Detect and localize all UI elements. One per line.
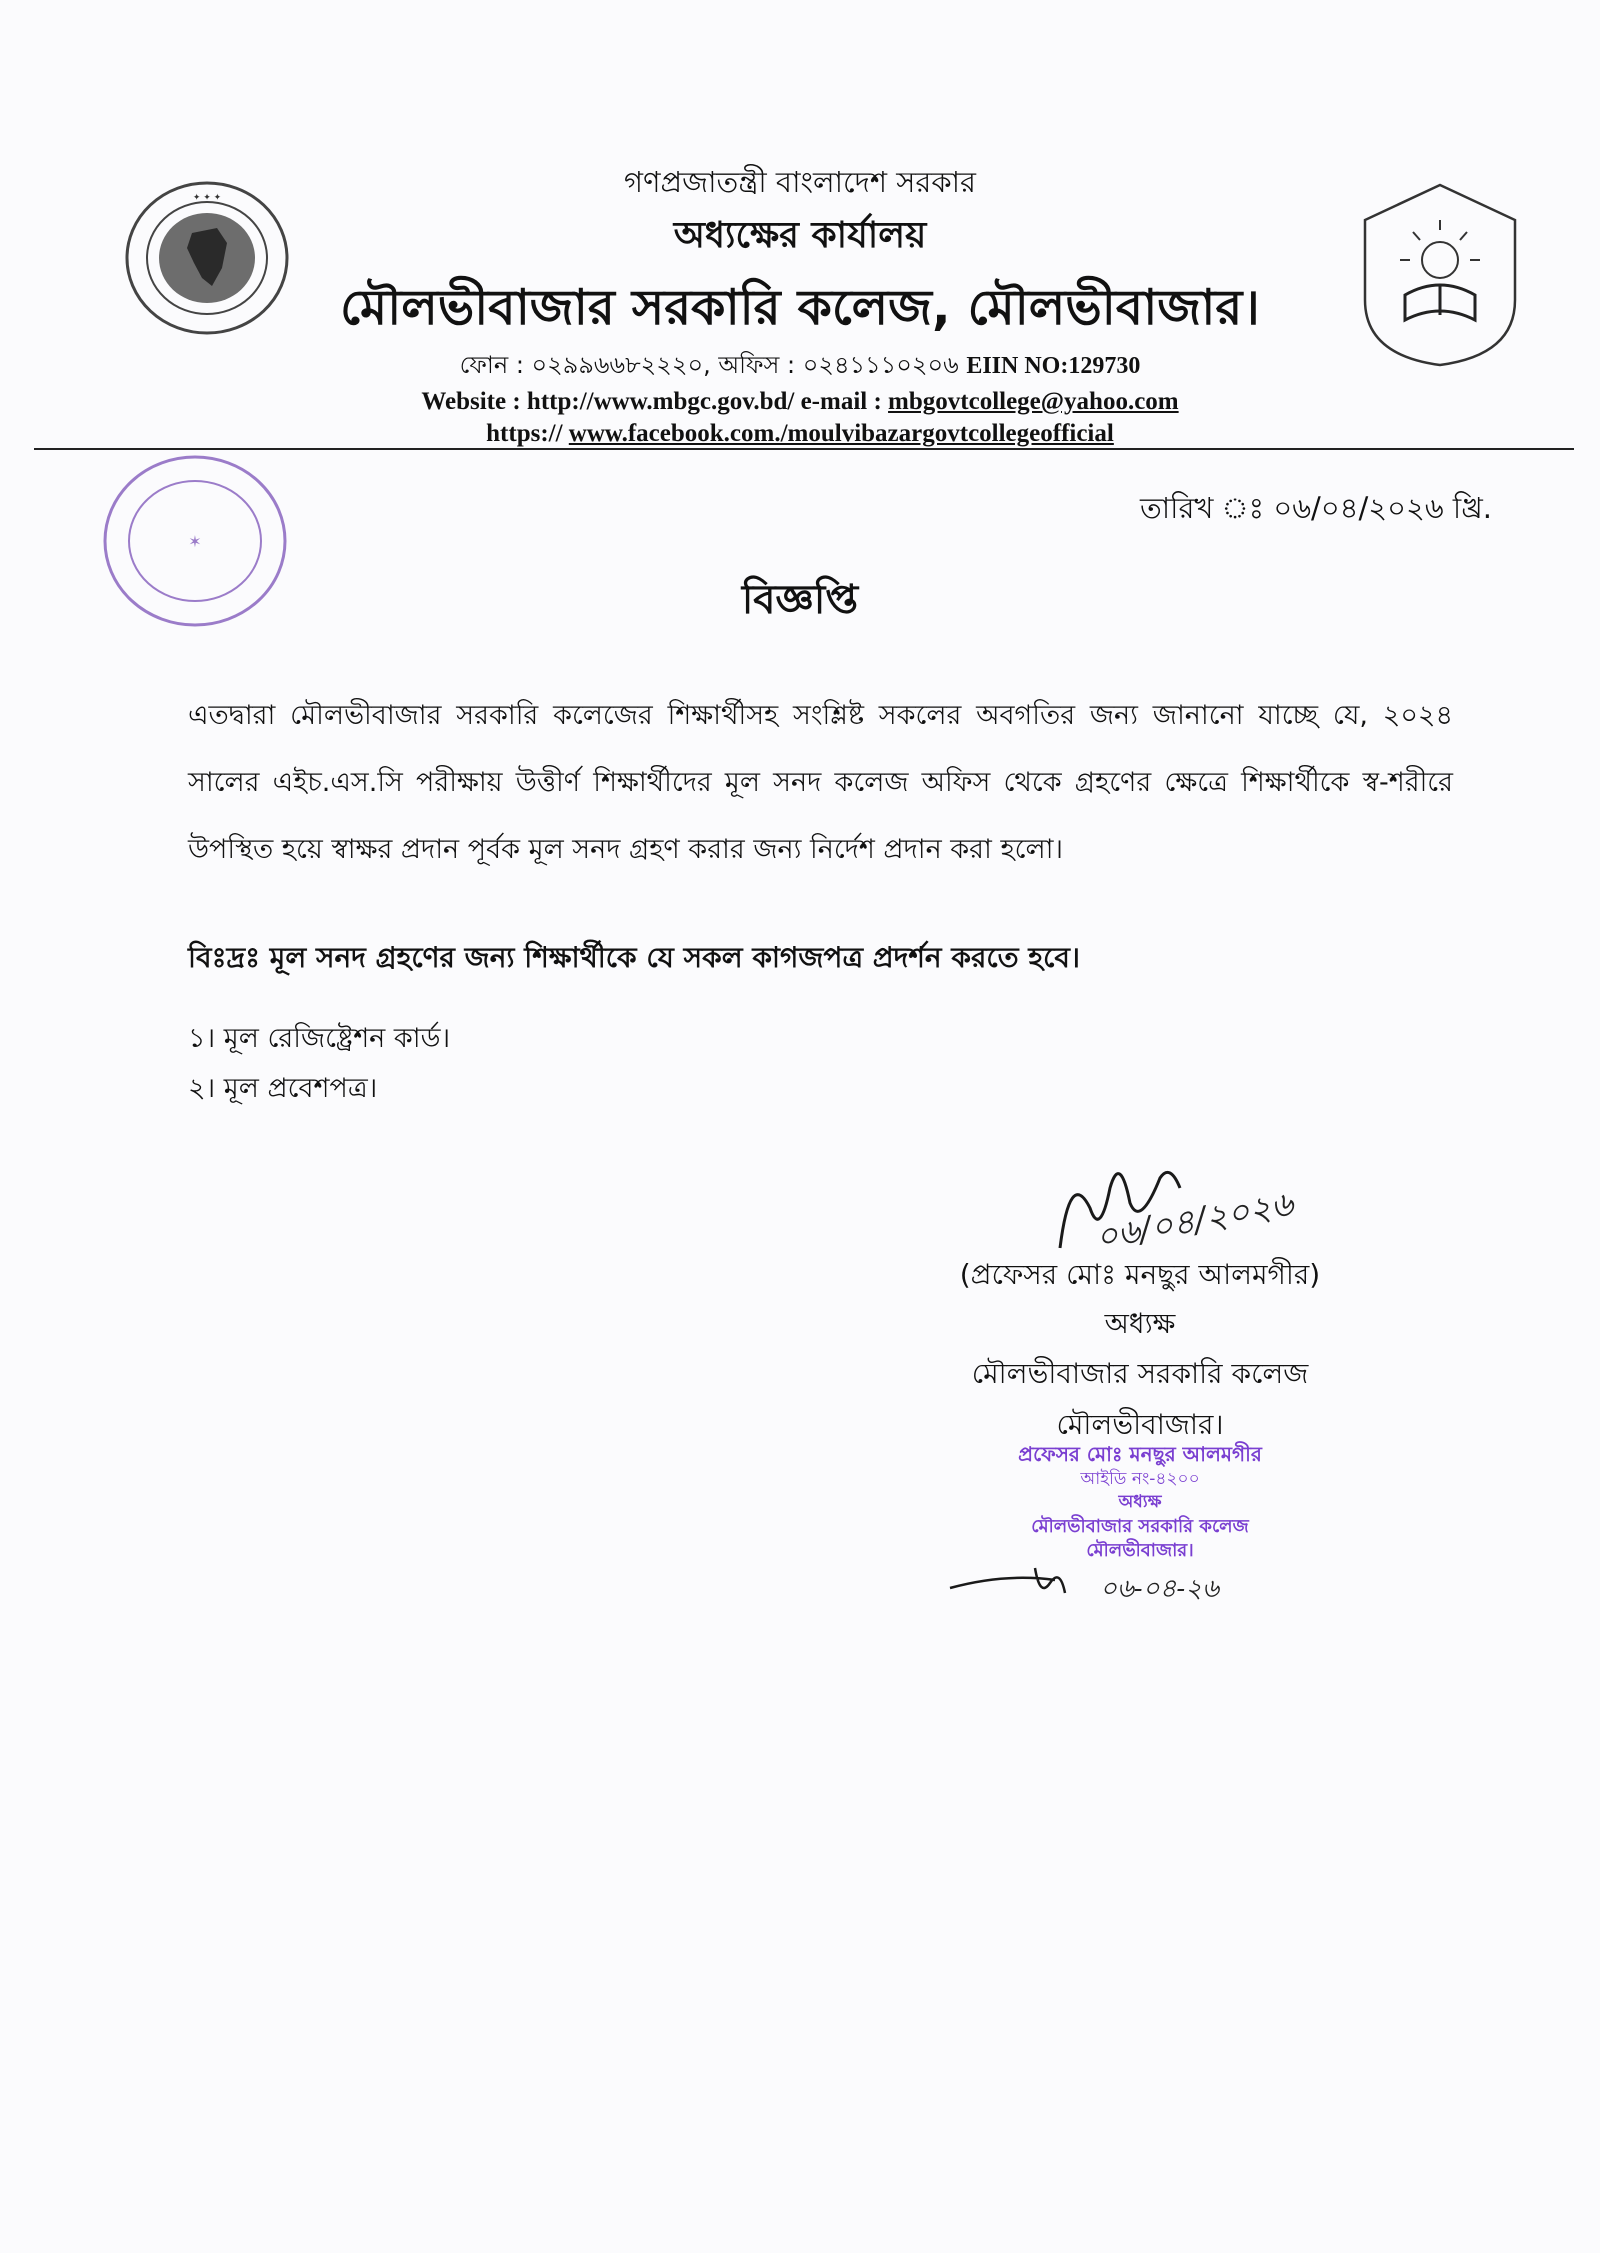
document-item: ২। মূল প্রবেশপত্র। <box>188 1073 378 1104</box>
signatory-place: মৌলভীবাজার। <box>1056 1408 1224 1441</box>
document-item: ১। মূল রেজিষ্ট্রেশন কার্ড। <box>188 1023 451 1054</box>
stamp-id: আইডি নং-৪২০০ <box>1080 1469 1200 1489</box>
signature-handwritten-date: ০৬/০৪/২০২৬ <box>1092 1184 1297 1259</box>
svg-text:✦ ✦ ✦: ✦ ✦ ✦ <box>192 193 222 203</box>
government-name: গণপ্রজাতন্ত্রী বাংলাদেশ সরকার <box>623 165 977 199</box>
facebook-line <box>0 420 1600 448</box>
facebook-prefix: https:// <box>486 420 569 447</box>
svg-text:✶: ✶ <box>188 532 202 551</box>
notice-title: বিজ্ঞপ্তি <box>741 577 859 623</box>
website-line <box>0 388 1600 416</box>
office-name: অধ্যক্ষের কার্যালয় <box>673 215 927 256</box>
stamp-college: মৌলভীবাজার সরকারি কলেজ <box>1031 1516 1249 1537</box>
stamp-place: মৌলভীবাজার। <box>1086 1540 1194 1561</box>
eiin-number: EIIN NO:129730 <box>966 353 1141 379</box>
stamp-handwritten-date: ০৬-০৪-২৬ <box>1100 1574 1219 1604</box>
stamp-designation: অধ্যক্ষ <box>1118 1492 1162 1512</box>
stamp-signature <box>945 1558 1105 1608</box>
college-name: মৌলভীবাজার সরকারি কলেজ, মৌলভীবাজার। <box>340 279 1260 336</box>
notice-body: এতদ্বারা মৌলভীবাজার সরকারি কলেজের শিক্ষার্থীসহ সংশ্লিষ্ট সকলের অবগতির জন্য জানানো যাচ্ছে যে, ২০২৪ সালের এইচ.এস.সি পরীক্ষায় উত্তীর্ণ শিক্ষার্থীদের মূল সনদ কলেজ অফিস থেকে গ্রহণের ক্ষেত্রে শিক্ষার্থীকে স্ব-শরীরে উপস্থিত হয়ে স্বাক্ষর প্রদান পূর্বক মূল সনদ গ্রহণ করার জন্য নির্দেশ প্রদান করা হলো। <box>188 700 1453 865</box>
facebook-link[interactable]: www.facebook.com./moulvibazargovtcollegeofficial <box>568 420 1114 447</box>
phone-numbers: ফোন : ০২৯৯৬৬৮২২২০, অফিস : ০২৪১১১০২০৬ <box>459 351 959 379</box>
signatory-college: মৌলভীবাজার সরকারি কলেজ <box>971 1357 1309 1390</box>
signatory-name: (প্রফেসর মোঃ মনছুর আলমগীর) <box>959 1258 1321 1291</box>
phone-line <box>0 347 1600 387</box>
website-prefix: Website : http://www.mbgc.gov.bd/ e-mail : <box>421 388 889 415</box>
stamp-name: প্রফেসর মোঃ মনছুর আলমগীর <box>1018 1442 1262 1466</box>
signatory-designation: অধ্যক্ষ <box>1104 1307 1176 1340</box>
email-link[interactable]: mbgovtcollege@yahoo.com <box>888 388 1179 415</box>
header-divider <box>34 448 1574 450</box>
notice-date: তারিখ ঃ ০৬/০৪/২০২৬ খ্রি. <box>1140 491 1492 525</box>
note-heading: বিঃদ্রঃ মূল সনদ গ্রহণের জন্য শিক্ষার্থীকে যে সকল কাগজপত্র প্রদর্শন করতে হবে। <box>188 941 1080 974</box>
